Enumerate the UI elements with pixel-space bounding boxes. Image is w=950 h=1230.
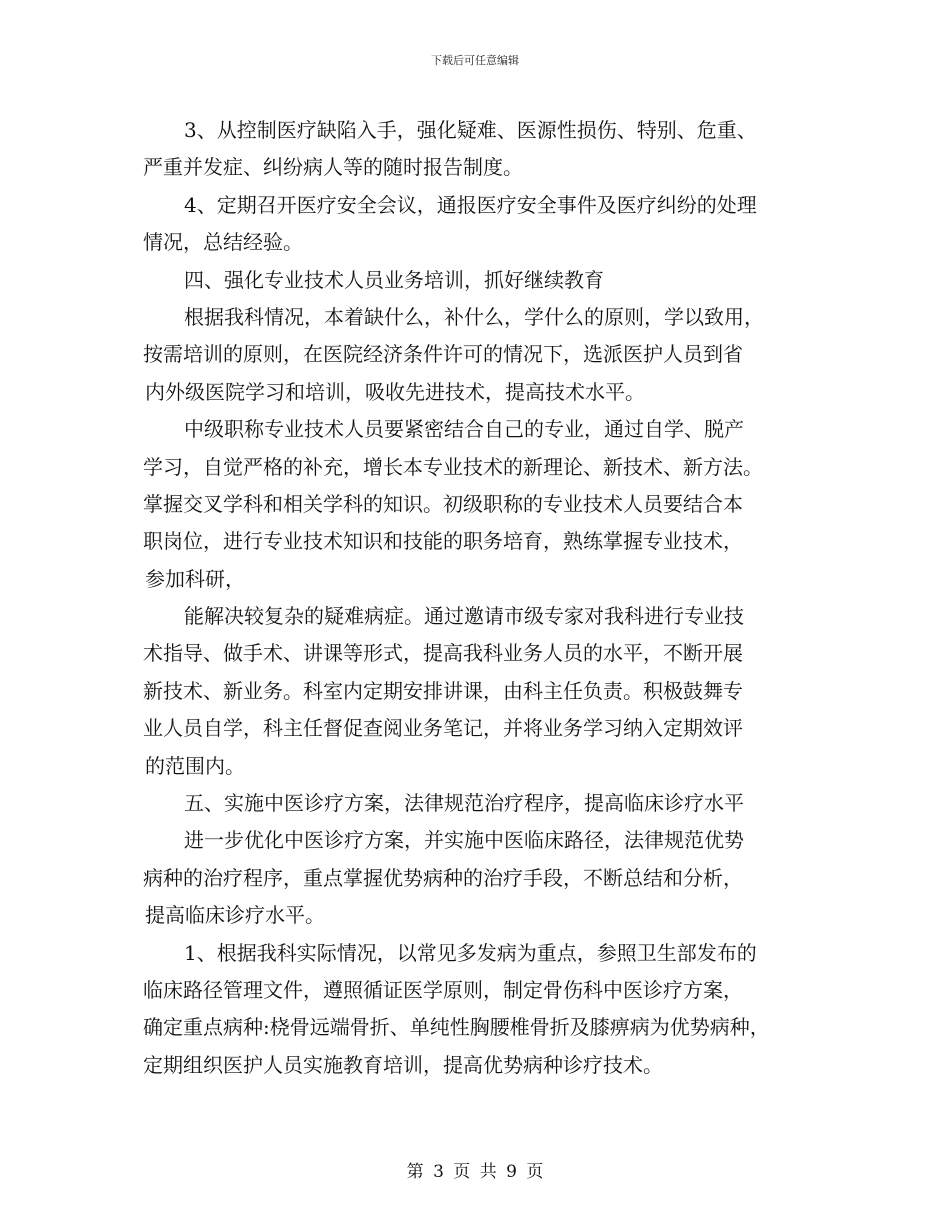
text-line: 职岗位，进行专业技术知识和技能的职务培育，熟练掌握专业技术，	[143, 529, 743, 554]
text-line: 中级职称专业技术人员要紧密结合自己的专业，通过自学、脱产	[184, 417, 744, 442]
document-body	[143, 112, 811, 1084]
text-line: 四、强化专业技术人员业务培训，抓好继续教育	[184, 267, 604, 292]
text-line: 定期组织医护人员实施教育培训，提高优势病种诊疗技术。	[143, 1052, 663, 1077]
text-line: 术指导、做手术、讲课等形式，提高我科业务人员的水平，不断开展	[143, 641, 743, 666]
text-line: 情况，总结经验。	[143, 230, 303, 255]
text-line: 参加科研，	[145, 566, 245, 591]
page-footer: 第 3 页 共 9 页	[406, 1162, 544, 1182]
text-line: 4、定期召开医疗安全会议，通报医疗安全事件及医疗纠纷的处理	[184, 192, 757, 217]
text-line: 提高临床诊疗水平。	[145, 903, 325, 928]
text-line: 的范围内。	[145, 753, 245, 778]
text-line: 严重并发症、纠纷病人等的随时报告制度。	[143, 155, 523, 180]
text-line: 根据我科情况，本着缺什么，补什么，学什么的原则，学以致用，	[184, 304, 764, 329]
text-line: 按需培训的原则，在医院经济条件许可的情况下，选派医护人员到省	[143, 342, 743, 367]
text-line: 1、根据我科实际情况，以常见多发病为重点，参照卫生部发布的	[184, 940, 757, 965]
text-line: 掌握交叉学科和相关学科的知识。初级职称的专业技术人员要结合本	[143, 491, 743, 516]
text-line: 进一步优化中医诊疗方案，并实施中医临床路径，法律规范优势	[184, 828, 744, 853]
text-line: 确定重点病种:桡骨远端骨折、单纯性胸腰椎骨折及膝痹病为优势病种，	[143, 1015, 770, 1040]
text-line: 五、实施中医诊疗方案，法律规范治疗程序，提高临床诊疗水平	[184, 791, 744, 816]
text-line: 3、从控制医疗缺陷入手，强化疑难、医源性损伤、特别、危重、	[184, 118, 757, 142]
text-line: 内外级医院学习和培训，吸收先进技术，提高技术水平。	[145, 379, 645, 404]
text-line: 病种的治疗程序，重点掌握优势病种的治疗手段，不断总结和分析，	[143, 865, 743, 890]
page-header: 下载后可任意编辑	[431, 54, 519, 67]
text-line: 能解决较复杂的疑难病症。通过邀请市级专家对我科进行专业技	[184, 604, 744, 629]
text-line: 业人员自学，科主任督促查阅业务笔记，并将业务学习纳入定期效评	[143, 716, 743, 741]
text-line: 临床路径管理文件，遵照循证医学原则，制定骨伤科中医诊疗方案，	[143, 977, 743, 1002]
text-line: 学习，自觉严格的补充，增长本专业技术的新理论、新技术、新方法。	[143, 454, 763, 479]
text-line: 新技术、新业务。科室内定期安排讲课，由科主任负责。积极鼓舞专	[143, 678, 743, 703]
